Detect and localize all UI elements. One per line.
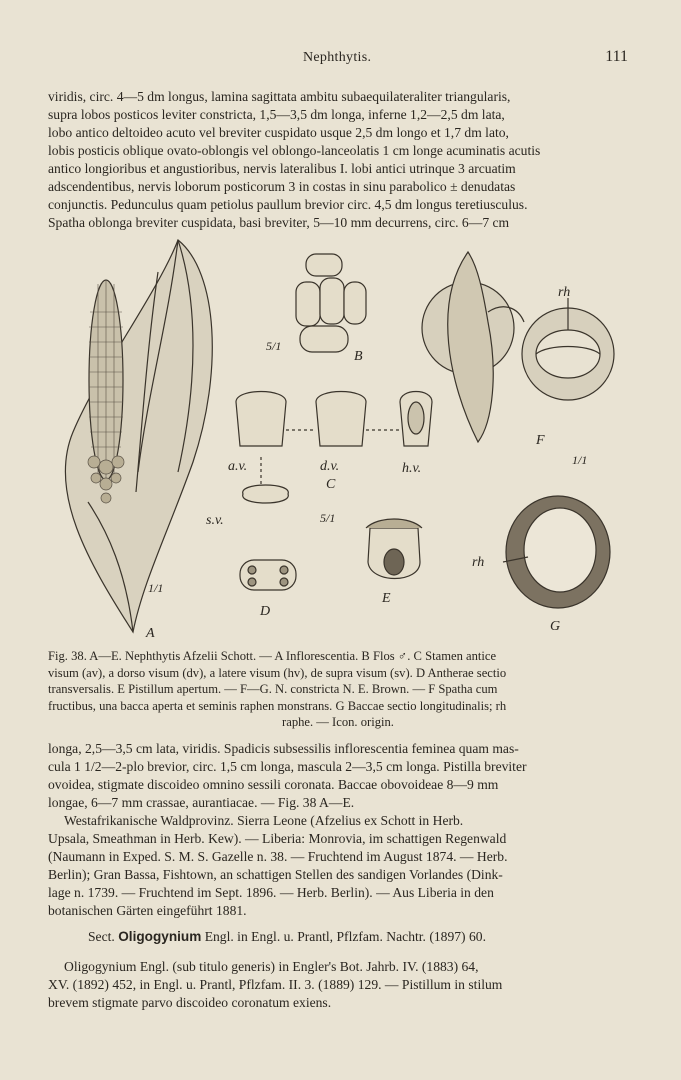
figure-label-a: A — [146, 626, 155, 641]
caption-line: Fig. 38. A—E. Nephthytis Afzelii Schott. — A Inflorescentia. B Flos ♂. C Stamen antice — [48, 649, 497, 663]
pistil-drawing-e — [366, 519, 422, 579]
text-line: lobo antico deltoideo acuto vel breviter cuspidato usque 2,5 dm longo et 1,7 dm lato, — [48, 125, 509, 140]
figure-illustration — [48, 232, 638, 644]
figure-scale-f: 1/1 — [572, 453, 588, 467]
fruiting-spathe-drawing-f — [422, 252, 614, 442]
section-prefix: Sect. — [88, 929, 115, 944]
final-paragraph — [48, 958, 628, 1012]
figure-label-b: B — [354, 349, 363, 364]
figure-label-rh-f: rh — [558, 285, 571, 300]
figure-label-c: C — [326, 477, 336, 492]
text-line: cula 1 1/2—2-plo brevior, circ. 1,5 cm longa, mascula 2—3,5 cm longa. Pistilla breviter — [48, 759, 527, 774]
text-line: longae, 6—7 mm crassae, aurantiacae. — Fig. 38 A—E. — [48, 795, 355, 810]
berry-section-drawing-g — [506, 496, 610, 608]
text-line: lage n. 1739. — Fruchtend im Sept. 1896. — Herb. Berlin). — Aus Liberia in den — [48, 885, 494, 900]
text-line: XV. (1892) 452, in Engl. u. Prantl, Pflzfam. II. 3. (1889) 129. — Pistillum in stilum — [48, 977, 503, 992]
figure-label-dv: d.v. — [320, 459, 340, 474]
text-line: adscendentibus, nervis loborum posticorum 3 in costas in sinu parabolico ± denudatas — [48, 179, 516, 194]
botanical-figure — [48, 232, 638, 644]
caption-line: visum (av), a dorso visum (dv), a latere visum (hv), de supra visum (sv). D Antherae sectio — [48, 665, 507, 680]
figure-label-rh-g: rh — [472, 555, 485, 570]
text-line: (Naumann in Exped. S. M. S. Gazelle n. 38. — Fruchtend im August 1874. — Herb. — [48, 849, 508, 864]
body-paragraph — [48, 740, 628, 812]
text-line: botanischen Gärten eingeführt 1881. — [48, 903, 247, 918]
running-title: Nephthytis. — [303, 50, 372, 65]
text-line: Oligogynium Engl. (sub titulo generis) in Engler's Bot. Jahrb. IV. (1883) 64, — [64, 959, 479, 974]
figure-label-sv: s.v. — [206, 513, 224, 528]
figure-label-av: a.v. — [228, 459, 248, 474]
figure-label-d: D — [260, 604, 271, 619]
anther-section-drawing-d — [240, 560, 296, 590]
text-line: ovoidea, stigmate discoideo omnino sessili coronata. Baccae obovoideae 8—9 mm — [48, 777, 499, 792]
text-line: Berlin); Gran Bassa, Fishtown, an schattigen Stellen des sandigen Vorlandes (Dink- — [48, 867, 503, 882]
text-line: brevem stigmate parvo discoideo coronatum exiens. — [48, 995, 332, 1010]
spathe-drawing-a — [65, 240, 212, 632]
figure-label-g: G — [550, 619, 561, 634]
figure-scale-c: 5/1 — [320, 511, 336, 525]
text-line: antico longioribus et angustioribus, nervis lateralibus I. lobi antici utrinque 3 arcuatim — [48, 161, 516, 176]
top-paragraph — [48, 88, 628, 232]
page-number: 111 — [605, 48, 628, 65]
male-flower-drawing-b — [296, 254, 366, 352]
locality-paragraph — [48, 812, 628, 920]
text-line: conjunctis. Pedunculus quam petiolus paullum brevior circ. 4,5 dm longus teretiusculus. — [48, 197, 528, 212]
figure-scale-b: 5/1 — [266, 339, 282, 353]
text-line: longa, 2,5—3,5 cm lata, viridis. Spadicis subsessilis inflorescentia feminea quam mas- — [48, 741, 519, 756]
text-line: lobis posticis oblique ovato-oblongis vel oblongo-lanceolatis 1 cm longe acuminatis acutis — [48, 143, 541, 158]
text-line: Westafrikanische Waldprovinz. Sierra Leone (Afzelius ex Schott in Herb. — [64, 813, 464, 828]
section-citation: Engl. in Engl. u. Prantl, Pflzfam. Nachtr. (1897) 60. — [204, 929, 486, 944]
figure-scale-a: 1/1 — [148, 581, 164, 595]
figure-label-hv: h.v. — [402, 461, 422, 476]
text-line: Spatha oblonga breviter cuspidata, basi breviter, 5—10 mm decurrens, circ. 6—7 cm — [48, 215, 510, 230]
caption-line: transversalis. E Pistillum apertum. — F—G. N. constricta N. E. Brown. — F Spatha cum — [48, 682, 498, 696]
running-header — [48, 50, 628, 70]
caption-line: raphe. — Icon. origin. — [282, 715, 394, 729]
text-line: viridis, circ. 4—5 dm longus, lamina sagittata ambitu subaequilateraliter triangularis, — [48, 89, 511, 104]
caption-line: fructibus, una bacca aperta et seminis raphen monstrans. G Baccae sectio longitudinalis; rh — [48, 698, 507, 713]
figure-label-f: F — [536, 433, 545, 448]
section-heading — [48, 928, 628, 946]
text-line: Upsala, Smeathman in Herb. Kew). — Liberia: Monrovia, im schattigen Regenwald — [48, 831, 507, 846]
figure-label-e: E — [382, 591, 391, 606]
figure-caption — [48, 648, 628, 731]
text-line: supra lobos posticos leviter constricta, 1,5—3,5 dm longa, inferne 1,2—2,5 dm lata, — [48, 107, 505, 122]
section-name: Oligogynium — [118, 929, 202, 944]
